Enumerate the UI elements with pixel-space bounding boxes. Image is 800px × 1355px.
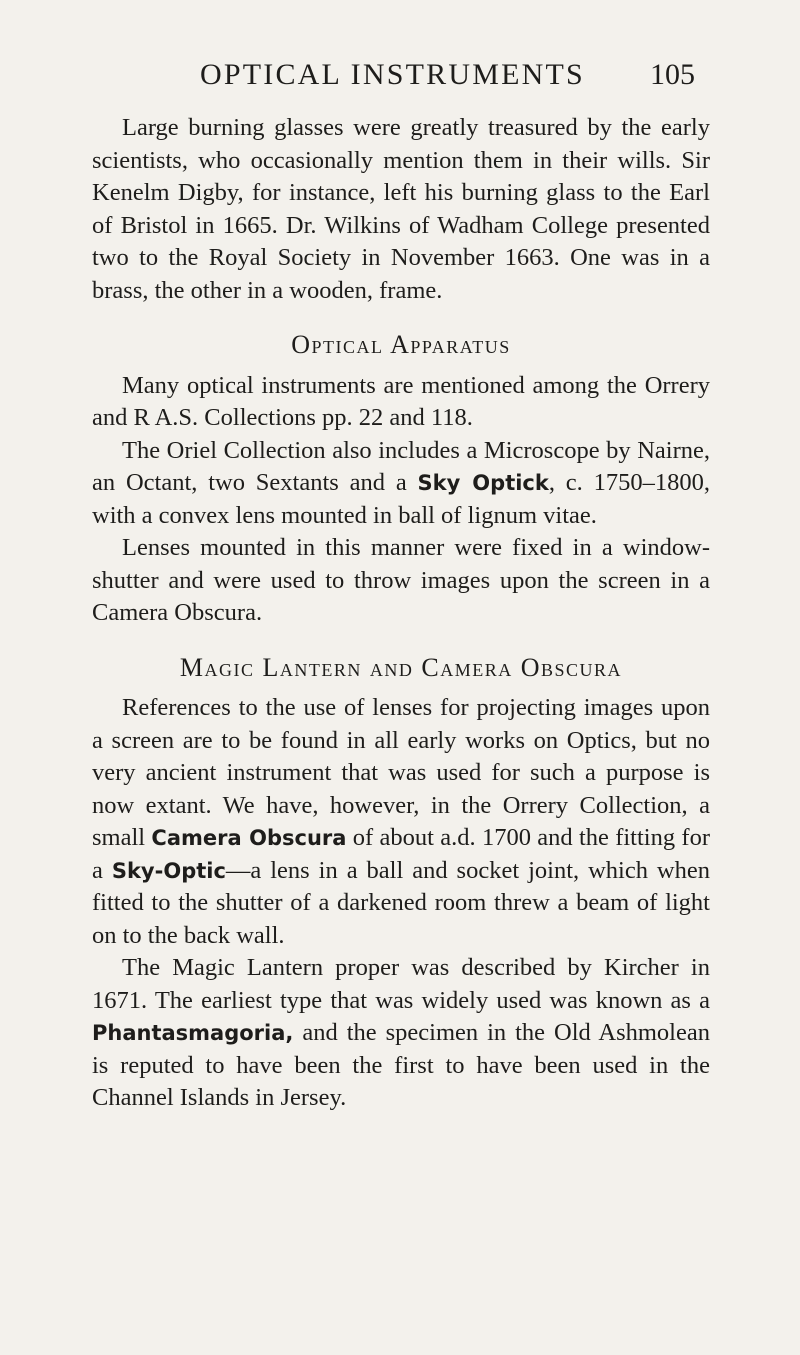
running-title: OPTICAL INSTRUMENTS — [200, 58, 585, 91]
page-number: 105 — [650, 58, 695, 91]
text-run: References to the use of lenses for projecting images upon a screen are to be found in all early works on Optics, but no very ancient instrument that was used for such a purpose is now extant. We have, however, in the Orrery Collection, a small — [92, 694, 710, 851]
text-run: The Oriel Collection also includes a Microscope by Nairne, an Octant, two Sextants and a — [92, 436, 710, 496]
text-run: of about a.d. 1700 and the fitting for a — [92, 824, 710, 884]
paragraph-lenses-mounted: Lenses mounted in this manner were fixed in a window-shutter and were used to throw images upon the screen in a Camera Obscura. — [92, 534, 710, 626]
text-run: —a lens in a ball and socket joint, which when fitted to the shutter of a darkened room threw a beam of light on to the back wall. — [92, 856, 711, 949]
term-phantasmagoria: Phantasmagoria, — [92, 1021, 294, 1045]
paragraph-burning-glasses: Large burning glasses were greatly treasured by the early scientists, who occasionally mention them in their wills. Sir Kenelm Digby, for instance, left his burning glass to the Earl of Bristol in 1665. Dr. Wilkins of Wadham College presented two to the Royal Society in November 1663. One was in a brass, the other in a wooden, frame. — [92, 114, 710, 304]
section-heading-magic-lantern: Magic Lantern and Camera Obscura — [179, 652, 623, 682]
paragraph-magic-lantern — [92, 952, 710, 1115]
section-heading-optical-apparatus: Optical Apparatus — [291, 330, 511, 359]
paragraph-oriel-collection — [92, 435, 710, 533]
text-run: and the specimen in the Old Ashmolean is reputed to have been the first to have been used in the Channel Islands in Jersey. — [92, 1019, 710, 1111]
paragraph-optical-instruments: Many optical instruments are mentioned among the Orrery and R A.S. Collections pp. 22 and 118. — [92, 371, 710, 431]
term-sky-optick: Sky Optick — [417, 471, 549, 495]
term-sky-optic: Sky-Optic — [111, 858, 226, 883]
paragraph-references — [92, 692, 710, 952]
text-run: , c. 1750–1800, with a convex lens mounted in ball of lignum vitae. — [92, 469, 710, 529]
text-run: The Magic Lantern proper was described by Kircher in 1671. The earliest type that was widely used was known as a — [92, 954, 710, 1014]
term-camera-obscura: Camera Obscura — [151, 826, 347, 850]
body-text — [92, 112, 710, 1115]
running-head — [0, 58, 800, 98]
